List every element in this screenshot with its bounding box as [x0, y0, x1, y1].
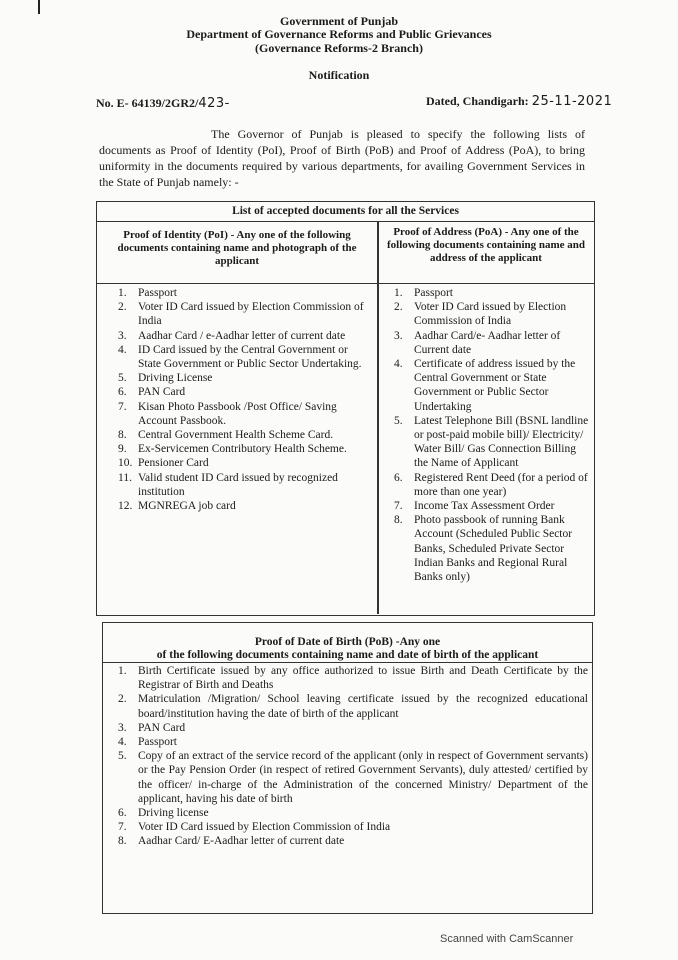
- list-item-text: PAN Card: [138, 721, 186, 734]
- list-item: [118, 692, 588, 720]
- list-item: [118, 286, 370, 300]
- list-item-text: Copy of an extract of the service record of the applicant (only in respect of Government servants) or the Pay Pension Order (in respect of retired Government Servants), duly attested/ certified by the officer/ in-charge of the Administration of the concerned Ministry/ Department of the applicant, having his date of birth: [138, 750, 588, 805]
- list-item: [118, 371, 370, 385]
- list-item: [118, 721, 588, 735]
- list-item-number: 6.: [394, 471, 403, 484]
- list-item-number: 4.: [118, 736, 127, 749]
- pob-header-line-2: of the following documents containing name and date of birth of the applicant: [156, 649, 539, 661]
- poa-header: Proof of Address (PoA) - Any one of the following documents containing name and address of the applicant: [386, 226, 586, 264]
- table-head-divider: [97, 283, 594, 284]
- list-item-text: Passport: [138, 287, 177, 299]
- list-item-number: 2.: [394, 301, 403, 314]
- list-item-text: Matriculation /Migration/ School leaving certificate issued by the recognized educational board/institution having the date of birth of the applicant: [138, 693, 588, 720]
- list-item-number: 6.: [118, 386, 127, 399]
- list-item: [118, 442, 370, 456]
- list-item-number: 12.: [118, 500, 133, 513]
- reference-number: [96, 96, 230, 111]
- list-item: [118, 400, 370, 428]
- pob-header-line-1: Proof of Date of Birth (PoB) -Any one: [254, 636, 441, 648]
- list-item-text: Voter ID Card issued by Election Commission of India: [138, 821, 391, 834]
- list-item-number: 8.: [118, 429, 127, 442]
- table-column-divider: [377, 222, 379, 614]
- list-item-text: Photo passbook of running Bank Account (Scheduled Public Sector Banks, Scheduled Private Sector Indian Banks and Regional Rural Banks only): [414, 514, 573, 584]
- date-handwritten: 25-11-2021: [531, 94, 613, 109]
- list-item: [118, 428, 370, 442]
- list-item-number: 3.: [118, 329, 127, 342]
- poi-header: Proof of Identity (PoI) - Any one of the following documents containing name and photograph of the applicant: [117, 229, 357, 267]
- list-item-text: Kisan Photo Passbook /Post Office/ Saving Account Passbook.: [138, 400, 337, 427]
- pob-list: [118, 664, 588, 849]
- list-item-text: Driving license: [138, 807, 209, 820]
- list-item-number: 3.: [118, 721, 127, 734]
- list-item-number: 7.: [394, 500, 403, 513]
- header-line-3: (Governance Reforms-2 Branch): [255, 41, 423, 55]
- list-item-text: Ex-Servicemen Contributory Health Scheme.: [138, 443, 347, 456]
- list-item: [394, 329, 590, 357]
- reference-number-prefix: No. E- 64139/2GR2/: [96, 96, 199, 110]
- table-title: List of accepted documents for all the Services: [232, 205, 459, 217]
- list-item: [118, 735, 588, 749]
- header-line-2: Department of Governance Reforms and Public Grievances: [186, 27, 492, 41]
- list-item-text: Passport: [414, 287, 453, 299]
- list-item-number: 1.: [118, 287, 127, 299]
- table-title-divider: [97, 221, 594, 222]
- header-line-1: Government of Punjab: [280, 14, 398, 28]
- list-item-text: Pensioner Card: [138, 457, 209, 470]
- list-item-text: Aadhar Card/ E-Aadhar letter of current date: [138, 835, 345, 848]
- list-item: [118, 806, 588, 820]
- list-item-text: Driving License: [138, 372, 213, 385]
- list-item-number: 4.: [118, 343, 127, 356]
- list-item: [118, 329, 370, 343]
- list-item: [118, 749, 588, 806]
- list-item-number: 3.: [394, 329, 403, 342]
- poa-list: [394, 286, 590, 584]
- list-item-number: 5.: [118, 750, 127, 763]
- list-item-number: 8.: [118, 835, 127, 848]
- list-item: [118, 385, 370, 399]
- list-item-text: Certificate of address issued by the Central Government or State Government or Public Sector Undertaking: [414, 358, 576, 413]
- list-item-number: 7.: [118, 821, 127, 834]
- dated-line: [426, 94, 612, 109]
- list-item-number: 5.: [394, 414, 403, 427]
- list-item-text: Aadhar Card / e-Aadhar letter of current date: [138, 329, 346, 342]
- list-item-text: Latest Telephone Bill (BSNL landline or post-paid mobile bill)/ Electricity/ Water Bill/ Gas Connection Billing the Name of Applicant: [414, 414, 589, 470]
- list-item-number: 2.: [118, 693, 127, 706]
- list-item-number: 1.: [118, 665, 127, 677]
- list-item-number: 6.: [118, 807, 127, 820]
- list-item: [394, 471, 590, 499]
- scanner-watermark: Scanned with CamScanner: [440, 933, 574, 945]
- list-item: [394, 286, 590, 300]
- list-item-text: ID Card issued by the Central Government or State Government or Public Sector Undertaking.: [138, 343, 362, 371]
- list-item: [118, 456, 370, 470]
- list-item-number: 9.: [118, 443, 127, 456]
- list-item-number: 11.: [118, 471, 132, 484]
- list-item: [394, 414, 590, 471]
- reference-number-handwritten: 423-: [198, 96, 230, 111]
- list-item: [118, 664, 588, 692]
- list-item: [394, 499, 590, 513]
- list-item-number: 4.: [394, 358, 403, 371]
- list-item-number: 10.: [118, 457, 133, 470]
- list-item: [118, 820, 588, 834]
- list-item-text: Income Tax Assessment Order: [414, 500, 555, 513]
- list-item-number: 8.: [394, 514, 403, 527]
- poi-list: [118, 286, 370, 513]
- list-item-text: PAN Card: [138, 386, 186, 399]
- list-item: [118, 499, 370, 513]
- dated-prefix: Dated, Chandigarh:: [426, 94, 532, 108]
- list-item: [394, 357, 590, 414]
- list-item-text: Voter ID Card issued by Election Commission of India: [138, 301, 364, 328]
- intro-paragraph: The Governor of Punjab is pleased to specify the following lists of documents as Proof of Identity (PoI), Proof of Birth (PoB) and Proof of Address (PoA), to bring uniformity in the documents required by various departments, for availing Government Services in the State of Punjab namely: -: [99, 127, 585, 189]
- list-item-number: 2.: [118, 301, 127, 314]
- list-item: [118, 471, 370, 499]
- list-item-number: 5.: [118, 372, 127, 385]
- pob-head-divider: [103, 662, 592, 663]
- list-item-text: Passport: [138, 736, 177, 749]
- list-item: [394, 300, 590, 328]
- list-item: [118, 343, 370, 371]
- notification-title: Notification: [308, 68, 370, 82]
- list-item: [394, 513, 590, 584]
- list-item: [118, 300, 370, 328]
- list-item: [118, 834, 588, 848]
- list-item-text: Central Government Health Scheme Card.: [138, 429, 334, 442]
- list-item-number: 7.: [118, 400, 127, 413]
- list-item-text: Birth Certificate issued by any office authorized to issue Birth and Death Certificate by the Registrar of Birth and Deaths: [138, 665, 588, 692]
- list-item-text: Voter ID Card issued by Election Commission of India: [414, 301, 567, 328]
- list-item-number: 1.: [394, 287, 403, 299]
- list-item-text: Aadhar Card/e- Aadhar letter of Current date: [414, 329, 561, 356]
- list-item-text: Registered Rent Deed (for a period of more than one year): [414, 471, 588, 498]
- list-item-text: MGNREGA job card: [138, 500, 236, 513]
- list-item-text: Valid student ID Card issued by recognized institution: [138, 471, 338, 498]
- scan-edge-mark: [38, 0, 40, 14]
